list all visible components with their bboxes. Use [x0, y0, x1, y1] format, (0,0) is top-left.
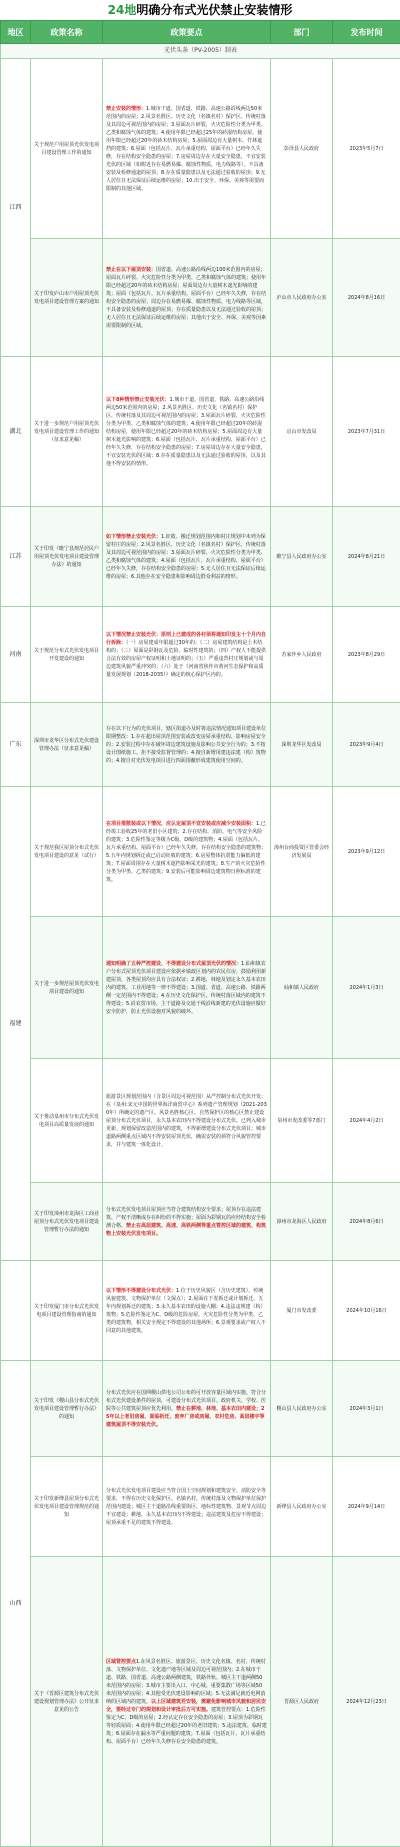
table-row [1, 917, 400, 1059]
policy-points-cell [103, 607, 271, 703]
policy-name-cell: 关于印发庐山市户用屋顶光伏发电项目建设管理方案的通知 [31, 239, 103, 357]
header-policy-name: 政策名称 [31, 21, 103, 44]
table-row [1, 787, 400, 917]
department-cell: 彭泽县人民政府 [271, 59, 333, 239]
table-row [1, 1457, 400, 1557]
policy-text: 1.仙和镇农户分布式屋顶光伏项目建设应依据乡镇政区划内的农民住房，鼓励利用新建屋顶，各类屋顶均应具有合法权证；2.耕地、林地及划定永久基本农田内的建筑、工业用地等一律不得建设；3.国道、省道、高速公路、铁路两侧一定范围内不得建设；4.在历史文化保护区、传统村落区域内的建筑不得建设；5.沿农贸市场、主干道路及交通干线沿线新建的光伏设施应做好安全防护，防止光伏设施对风貌的破坏。 [106, 961, 266, 1015]
region-cell: 江苏 [1, 507, 31, 607]
policy-highlight: 禁止在以下屋顶安装： [106, 267, 156, 273]
region-cell: 江西 [1, 59, 31, 357]
table-header [1, 21, 400, 44]
region-cell: 广东 [1, 703, 31, 787]
policy-text: 1.征收、搬迁规划范围内和村庄规划中未列为保留村庄的房屋；2.风景名胜区、历史文化（名镇名村）保护区、传统村落及其周边可视范围内的房屋；3.屋面瓦片碎裂、火灾危险性分类为甲类、乙类和腐蚀气体的建筑；4.屋面（包括瓦片、瓦片承重结构、屋面平台）已经年久失修，存在结构安全隐患的房屋；5.无人居住且无法保证后续运维的房屋；6.其他存在安全隐患和影响周边群众利益的情形。 [106, 534, 266, 580]
policy-name-cell: 关于进一步规范户用屋顶光伏发电项目建设管理工作的通知（征求意见稿） [31, 357, 103, 507]
table-body [1, 44, 400, 1847]
department-cell: 仙和镇人民政府 [271, 917, 333, 1059]
department-cell: 京山市发改局 [271, 357, 333, 507]
department-cell: 睢宁县人民政府办公室 [271, 507, 333, 607]
table-row [1, 59, 400, 239]
policy-text: 存在以下行为的光伏项目，辖区街道办及时将违法情况通知项目建设单位限期整改：1.存在超出屋顶范围安装或改变房屋承重结构、影响房屋安全的；2.安装过程中存在破坏周边建筑设施及影响公共安全行为的；3.不按设计图纸施工、拒不接受监督管理的；4.擅自新增用建违法建（构）筑物的；4.擅自对光伏发电项目进行四面围蔽形成建筑使用空间的。 [106, 726, 266, 764]
department-cell: 庐山市人民政府办公室 [271, 239, 333, 357]
department-cell: 泉州市发改委等7部门 [271, 1059, 333, 1183]
policy-text: 1.位于历史风貌区（含历史建筑），传统风貌建筑、文物保护单位（文保点）；2.屋面在下发拆迁或计划拆迁、五年内规划拆迁的建筑；3.永久基本农田的设施大棚；4.违法违规建（构）筑物；5.危险性鉴定为C、D级的危险房屋，火灾危险性分类为甲类、乙类的建筑物，相关安全规定不得建设的其他场所；6.景观要求或产权人不同意的其他建筑。 [106, 1288, 266, 1334]
table-row [1, 1059, 400, 1183]
policy-points-cell [103, 239, 271, 357]
title-highlight: 24地 [108, 3, 137, 17]
policy-points-cell [103, 1183, 271, 1261]
policy-name-cell: 关于规范户用屋顶光伏发电项目建设管理工作的通知 [31, 59, 103, 239]
date-cell: 2024年3月1日 [333, 1361, 400, 1457]
date-cell: 2024年12月23日 [333, 1557, 400, 1847]
policy-text: 1.已经竣工验收25年的老旧小区建筑；2.存在结构、消防、电气等安全风险的建筑；3.危险性鉴定等级为C级、D级的建筑物；4.屋面（包括瓦片、瓦片承重结构、屋面平台）已经年久失修，存在结构安全隐患的建筑物；5.五年内规划拆迁或已启动征收的建筑；6.房屋整体抗震能力偏低的建筑；7.屋面周围存在大量树木遮挡影响采光的建筑；8.生产的火灾危险性分类为甲类、乙类的建筑；9.安装后可能影响周边建筑物日照标准的建筑。 [106, 821, 266, 883]
date-cell: 2023年5月7日 [333, 59, 400, 239]
policy-highlight: 以下情形不得建设分布式光伏： [106, 1288, 176, 1294]
region-cell: 河南 [1, 607, 31, 703]
table-row [1, 239, 400, 357]
policy-name-cell: 关于印发《稷山县分布式光伏发电项目建设管理暂行办法》的通知 [31, 1361, 103, 1457]
date-cell: 2024年8月16日 [333, 239, 400, 357]
table-row [1, 703, 400, 787]
table-row [1, 507, 400, 607]
department-cell: 晋源区人民政府 [271, 1557, 333, 1847]
table-row [1, 1361, 400, 1457]
policy-points-cell [103, 1361, 271, 1457]
header-policy-points: 政策要点 [103, 21, 271, 44]
policy-text: 国省道、高速公路沿线两边100米范围内的房屋；屋面瓦片碎裂、火灾危险性分类为甲类、乙类和腐蚀气体的建筑；使用年限已经超过20年的砖木结构房屋；屋面周边有大量树木遮光影响的建筑；屋面（包括瓦片、瓦片承重结构、屋面平台）已经年久失修，存在结构安全隐患的房屋；周边存在易燃易爆、腐蚀性物质、电力线路等区域，不具备安装及检修通道的屋顶；存在质量隐患以及无法通过验收的屋顶；无人居住且无法保证后续运维的房屋；其他出于安全、环保、美观等因素需要限制的区域。 [106, 267, 266, 329]
date-cell: 2024年10月16日 [333, 1261, 400, 1361]
table-row [1, 1261, 400, 1361]
date-cell: 2023年9月4日 [333, 703, 400, 787]
policy-highlight: 禁止安装的情形： [106, 106, 146, 112]
policy-highlight: 以上区域建筑若安装，需避免影响城市风貌和居民安全，要经过专门的规划和设计审批后方可实施。 [106, 1699, 266, 1713]
header-region: 地区 [1, 21, 31, 44]
policy-name-cell: 关于印发漳州市龙海区工商业屋顶分布式光伏发电项目建设管理暂行办法的通知 [31, 1183, 103, 1261]
date-cell: 2024年4月2日 [333, 1059, 400, 1183]
policy-points-cell [103, 1059, 271, 1183]
policy-text: 分布式光伏发电项目建设应当符合国土空间规划和建筑安全、消防安全等要求，不得在历史文化保护区、名镇名村、传统村落及文物保护单位保护范围内建设；城区主干道路沿线重要街区、地标性建筑物、景观节点周边不宜建设；耕地、永久基本农田内不得建设；违法建筑及危房不得建设；屋顶承重不足的建筑不得建设。 [106, 1488, 266, 1526]
page-title [0, 0, 400, 20]
policy-points-cell [103, 1261, 271, 1361]
policy-highlight: 禁止在耕地、林地、基本农田内建设；25年以上老旧房屋、面临拆迁、废弃厂房或房屋、农村危房、高层楼宇等建筑屋顶不得安装光伏。 [106, 1406, 265, 1428]
policy-highlight: 禁止在高层建筑、高速、高铁两侧等重点管控区域的建筑、构筑物上安装光伏发电项目。 [106, 1223, 266, 1237]
policy-points-cell [103, 59, 271, 239]
title-text: 明确分布式光伏禁止安装情形 [136, 3, 292, 17]
policy-highlight: 以下8种情形禁止安装光伏： [106, 397, 169, 403]
policy-points-cell [103, 787, 271, 917]
policy-name-cell: 关于《晋源区建筑分布式光伏建设规划管理办法》公开征求意见的公告 [31, 1557, 103, 1847]
department-cell: 深圳龙华区发改局 [271, 703, 333, 787]
policy-highlight: 通知明确了五种严控建设、不得建设分布式屋顶光伏的情况： [106, 961, 241, 967]
table-row [1, 607, 400, 703]
table-row [1, 357, 400, 507]
department-cell: 稷山县人民政府办公室 [271, 1361, 333, 1457]
department-cell: 厦门市发改委 [271, 1261, 333, 1361]
date-cell: 2023年8月29日 [333, 607, 400, 703]
date-cell: 2023年7月31日 [333, 357, 400, 507]
header-date: 发布时间 [333, 21, 400, 44]
policy-text: 旅游景区规划范围内（含景区周边可视范围）从严控制分布式光伏开发；在《泉州:宋元中国的世界海洋商贸中心》系列遗产管理规划（2021-2030年）所确定的遗产区、风景名胜核心区、自然保护区的核心区禁止建设屋顶分布式光伏项目，永久基本农田内不得建设分布式光伏。已列入城市更新、规划保留改造范围内的建筑，不得新增建设分布式光伏项目；城市道路两侧重点区域内不得安装屋顶光伏，确需安装的须符合风貌管控要求，并与建筑一体化设计。 [106, 1094, 267, 1148]
policy-name-cell: 关于印发厦门市分布式光伏发电项目建设管理指南的通知 [31, 1261, 103, 1361]
policy-name-cell: 关于印发《睢宁县规范居民户用屋顶光伏发电项目建设管理办法》的通知 [31, 507, 103, 607]
policy-name-cell: 关于规范分布式光伏发电项目开发建设的通知 [31, 607, 103, 703]
policy-highlight: 如下情形禁止安装光伏： [106, 534, 161, 540]
policy-text: 分布式光伏应在国网稷山供电公司公布的可开放容量区域内实施。符合分布式光伏建设条件的屋顶，可建设分布式光伏项目。政府机关、学校、医院等公共建筑屋顶应优先利用。 [106, 1390, 266, 1412]
department-cell: 苏家作乡人民政府 [271, 607, 333, 703]
date-cell: 2024年8月21日 [333, 507, 400, 607]
policy-points-cell [103, 1457, 271, 1557]
policy-name-cell: 关于规范我区屋顶分布式光伏发电项目建设的意见（试行） [31, 787, 103, 917]
policy-points-cell [103, 1557, 271, 1847]
policy-points-cell [103, 703, 271, 787]
date-cell: 2023年9月12日 [333, 787, 400, 917]
department-cell: 漳州市龙海区人民政府 [271, 1183, 333, 1261]
policy-text: 分布式光伏发电项目屋顶应当符合建筑结构安全要求；屋顶存在违法建筑、产权不清晰或存在纠纷的不得实施；屋面为彩钢瓦的应经结构安全检测合格。 [106, 1207, 266, 1229]
table-row [1, 1183, 400, 1261]
policy-text: 1.城市干道、国省道、铁路、高速公路沿线两边50米范围内的房屋；2.风景名胜区、历史文化（名镇名村）保护区、传统村落及其周边可视范围内的房屋；3.屋面瓦片碎裂，火灾危险性分类为甲类、乙类和腐蚀气体的建筑；4.使用年限已经超过25年的砖混结构房屋，使用年限已经超过20年的砖木结构房屋；5.屋面周边有大量树木、竹林遮挡的建筑；6.屋面（包括瓦片、瓦片承重结构、屋面平台）已经年久失修，存在结构安全隐患的房屋；7.房屋周边存在大量安全隐患，不宜安装光伏的区域（如附近存在易燃易爆、腐蚀性物质，电力线路等），不具备安装及检修通道的屋顶；8.存在质量隐患以及无法通过验收的屋顶；9.无人居住且无法保证后续运维的房屋；10.出于安全、环保、美观等需要而限制的其他区域。 [106, 106, 266, 192]
policy-name-cell: 深圳市龙华区分布式光伏建设管理办法（征求意见稿） [31, 703, 103, 787]
policy-text: 建筑管控要点：1.危险性鉴定为C、D级的房屋；2.经认定存在安全隐患的房屋；3.屋顶为彩钢瓦等轻质屋面；4.使用年限已经超过20年的老旧建筑；5.违法建筑、临时建筑；6.屋面存在漏水等严重问题的建筑；7.屋面（包括瓦片、瓦片承重结构、屋面平台）已经年久失修存在安全隐患的建筑。 [106, 1707, 267, 1745]
header-department: 部门 [271, 21, 333, 44]
policy-highlight: 在项目推散装或以下情况，应认定屋顶不宜安装或应减少安装面积： [106, 821, 256, 827]
table-row [1, 1557, 400, 1847]
policy-text: （一）房屋建成年限超过30年的；（二）房屋建筑结构是土木结构的；（三）屋面是彩钢瓦及危险、临时性建筑的；（四）产权人不能提供合法有效的房屋产权证明和土地证明的；（五）严重违背村庄规划或与周边建筑风貌严重冲突的；（六）处于《河南省焦作市黄河生态保护和高质量发展规划（2018-2035）》确定的核心保护区内的。 [106, 640, 266, 678]
region-cell: 福建 [1, 787, 31, 1261]
policy-table [0, 20, 400, 1847]
policy-text: 1.城市干道、国省道、铁路、高速公路沿线两边50米范围内的房屋；2.风景名胜区、历史文化（名镇名村）保护区、传统村落及其周边可视范围内的房屋；3.屋面瓦片碎裂、火灾危险性分类为甲类、乙类和腐蚀气体的建筑；4.使用年限已经超过20年的砖混结构房屋，使用年限已经超过20年的砖木结构房屋；5.屋面周边有大量树木遮光影响的建筑；6.屋面（包括瓦片、瓦片承重结构、屋面平台）已经年久失修，存在结构安全隐患的房屋；7.房屋周边存在大量安全隐患，不宜安装光伏的区域；8.存在质量隐患以及无法通过验收的屋顶，以及其他不得安装的情形。 [106, 397, 266, 467]
policy-name-cell: 关于印发新绛县屋顶分布式光伏发电项目建设管理规范的通知 [31, 1457, 103, 1557]
policy-highlight: 以下情况禁止安装光伏：原则上已建成的各村须将通知印发主十个月内自行拆除： [106, 632, 266, 646]
policy-text: 1.在风景名胜区、旅游景区、历史文化名镇、名村、传统村落、文物保护单位、文化遗产地等区域及周边可视范围内；2.在城市干道、铁路、国省道、高速公路两侧建筑，铁路外轨、城区主干道两侧50米范围内的房屋；3.城市主要出入口、中心城、重要集散广场等区域50米范围内的房屋；4.其他受光伏建设影响的区域；5.无法满足就近电网消纳的区域内的建筑。 [106, 1659, 266, 1705]
policy-name-cell: 关于推动泉州市分布式光伏发电项目高质量发展的通知 [31, 1059, 103, 1183]
date-cell: 2024年9月14日 [333, 1457, 400, 1557]
policy-name-cell: 关于进一步规范屋顶光伏发电项目建设的通知 [31, 917, 103, 1059]
date-cell: 2024年8月6日 [333, 1183, 400, 1261]
department-cell: 新绛县人民政府办公室 [271, 1457, 333, 1557]
region-cell: 湖北 [1, 357, 31, 507]
department-cell: 漳州台商投资区管委会经济发展局 [271, 787, 333, 917]
policy-points-cell [103, 917, 271, 1059]
region-cell [1, 1261, 31, 1361]
policy-points-cell [103, 357, 271, 507]
date-cell: 2024年1月3日 [333, 917, 400, 1059]
subtitle-row [1, 44, 400, 59]
policy-points-cell [103, 507, 271, 607]
table-subtitle: 光伏头条（PV-2005）制表 [1, 44, 400, 59]
policy-highlight: 区域管控要点 [106, 1659, 136, 1665]
region-cell: 山西 [1, 1361, 31, 1847]
